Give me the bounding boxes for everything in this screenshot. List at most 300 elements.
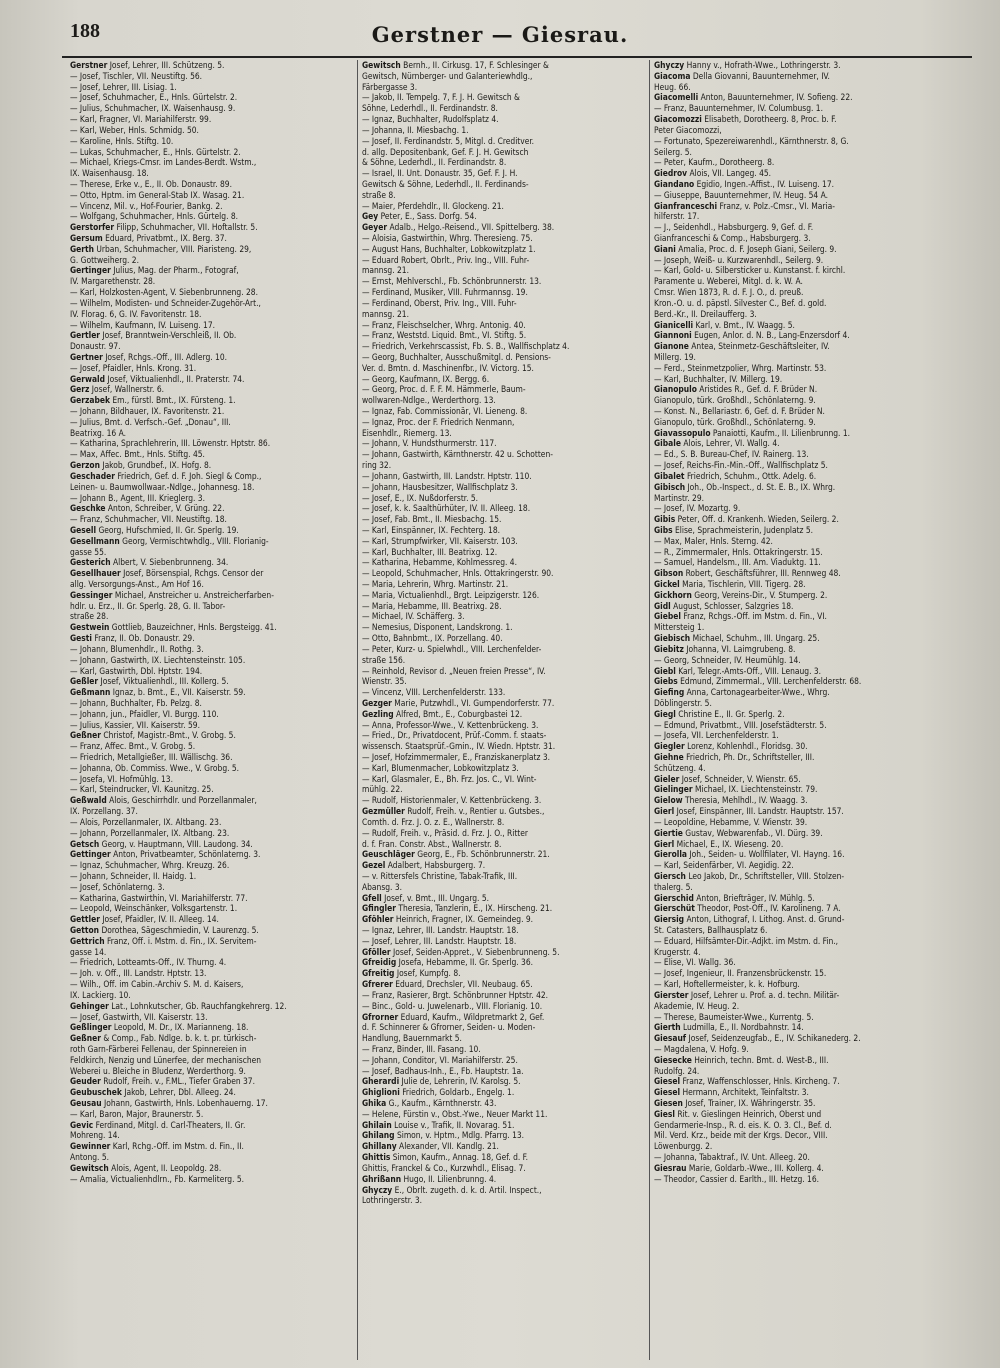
directory-entry-line: Gianfranceschi Franz, v. Polz.-Cmsr., VI. Maria-	[654, 200, 835, 211]
directory-entry-line: — Franz, Schuhmacher, VII. Neustiftg. 18.	[70, 514, 227, 525]
directory-entry-line: mannsg. 21.	[362, 265, 409, 276]
directory-entry-line: Mohreng. 14.	[70, 1130, 120, 1141]
directory-entry-line: Gieler Josef, Schneider, V. Wienstr. 65.	[654, 773, 801, 784]
directory-entry-line: Gföller Josef, Seiden-Appret., V. Siebenbrunneng. 5.	[362, 946, 560, 957]
directory-entry-line: Gesti Franz, II. Ob. Donaustr. 29.	[70, 633, 195, 644]
directory-entry-line: & Söhne, Lederhdl., II. Ferdinandstr. 8.	[362, 157, 507, 168]
directory-entry-line: Heug. 66.	[654, 81, 691, 92]
directory-entry-line: Giegler Lorenz, Kohlenhdl., Floridsg. 30.	[654, 741, 808, 752]
directory-entry-line: — Maria, Lehrerin, Whrg. Martinstr. 21.	[362, 579, 509, 589]
directory-entry-line: Seilerg. 5.	[654, 146, 692, 157]
directory-entry-line: Giebitz Johanna, VI. Laimgrubeng. 8.	[654, 643, 796, 654]
directory-entry-line: Giesauf Josef, Seidenzeugfab., E., IV. Schikanederg. 2.	[654, 1033, 861, 1044]
directory-entry-line: Giehne Friedrich, Ph. Dr., Schriftsteller, III.	[654, 752, 815, 762]
directory-entry-line: — Otto, Bahnbmt., IX. Porzellang. 40.	[362, 633, 503, 644]
directory-entry-line: — Ignaz, Proc. der F. Friedrich Nenmann,	[362, 416, 515, 427]
directory-entry-line: — Josef, Lehrer, III. Lisiag. 1.	[70, 81, 177, 92]
directory-entry-line: Geusau Johann, Gastwirth, Hnls. Lobenhauerng. 17.	[70, 1098, 268, 1108]
directory-entry-line: hdlr. u. Erz., II. Gr. Sperlg. 28, G. II. Tabor-	[70, 600, 226, 611]
directory-entry-line: Giesrau Marie, Goldarb.-Wwe., III. Kollerg. 4.	[654, 1162, 824, 1173]
directory-entry-line: wollwaren-Ndlge., Werderthorg. 13.	[362, 395, 496, 406]
directory-entry-line: — Johanna, Tabaktraf., IV. Unt. Alleeg. 20.	[654, 1152, 810, 1163]
directory-entry-line: — Wilhelm, Kaufmann, IV. Luiseng. 17.	[70, 319, 216, 330]
directory-entry-line: Schützeng. 4.	[654, 762, 706, 773]
directory-entry-line: Peter Giacomozzi,	[654, 124, 722, 135]
directory-entry-line: Giacomelli Anton, Bauunternehmer, IV. Sofieng. 22.	[654, 92, 853, 103]
page-number: 188	[70, 20, 100, 42]
directory-entry-line: — Johann, jun., Pfaidler, VI. Burgg. 110.	[70, 708, 219, 719]
directory-entry-line: — Karl, Hoftellermeister, k. k. Hofburg.	[654, 979, 800, 990]
directory-entry-line: Gersum Eduard, Privatbmt., IX. Berg. 37.	[70, 233, 227, 243]
directory-entry-line: — Karl, Blumenmacher, Lobkowitzplatz 3.	[362, 762, 519, 773]
directory-entry-line: Gibs Elise, Sprachmeisterin, Judenplatz 5.	[654, 524, 814, 535]
directory-entry-line: mannsg. 21.	[362, 308, 409, 319]
directory-entry-line: Giebel Franz, Rchgs.-Off. im Mstm. d. Fin., VI.	[654, 611, 827, 622]
directory-entry-line: — Josef, Ingenieur, II. Franzensbrückenstr. 15.	[654, 968, 827, 979]
directory-entry-line: — Binc., Gold- u. Juwelenarb., VIII. Florianig. 10.	[362, 1000, 543, 1011]
directory-entry-line: — Karoline, Hnls. Stiftg. 10.	[70, 135, 174, 146]
directory-entry-line: — Franz, Weststd. Liquid. Bmt., VI. Stiftg. 5.	[362, 330, 527, 341]
directory-entry-line: wissensch. Staatsprüf.-Gmin., IV. Wiedn. Hptstr. 31.	[362, 741, 556, 752]
directory-entry-line: — Therese, Baumeister-Wwe., Kurrentg. 5.	[654, 1011, 814, 1022]
directory-entry-line: — Julius, Kassier, VII. Kaiserstr. 59.	[70, 719, 200, 730]
running-head: Gerstner — Giesrau.	[371, 22, 629, 47]
directory-entry-line: — Eduard, Hilfsämter-Dir.-Adjkt. im Mstm. d. Fin.,	[654, 935, 839, 946]
directory-entry-line: — Johann, Buchhalter, Fb. Pelzg. 8.	[70, 697, 202, 708]
directory-entry-line: Gettinger Anton, Privatbeamter, Schönlaterng. 3.	[70, 849, 261, 860]
directory-entry-line: — Karl, Baron, Major, Braunerstr. 5.	[70, 1108, 204, 1119]
directory-entry-line: Gezger Marie, Putzwhdl., VI. Gumpendorferstr. 77.	[362, 697, 555, 708]
directory-entry-line: Gevic Ferdinand, Mitgl. d. Carl-Theaters, II. Gr.	[70, 1119, 246, 1130]
directory-entry-line: — Wolfgang, Schuhmacher, Hnls. Gürtelg. 8.	[70, 211, 239, 222]
directory-entry-line: — Johann B., Agent, III. Krieglerg. 3.	[70, 492, 205, 503]
directory-entry-line: — Ignaz, Lehrer, III. Landstr. Hauptstr. 18.	[362, 925, 519, 935]
directory-entry-line: — Rudolf, Freih. v., Präsid. d. Frz. J. O., Ritter	[362, 827, 528, 838]
directory-entry-line: Weberei u. Bleiche in Bludenz, Werderthorg. 9.	[70, 1065, 246, 1076]
directory-entry-line: — Georg, Buchhalter, Ausschußmitgl. d. Pensions-	[362, 351, 551, 362]
directory-entry-line: Comth. d. Frz. J. O. z. E., Wallnerstr. 8.	[362, 816, 505, 827]
directory-entry-line: straße 8.	[362, 189, 396, 200]
directory-entry-line: — Josef, Lehrer, III. Landstr. Hauptstr. 18.	[362, 935, 517, 946]
directory-entry-line: — Leopold, Weinschänker, Volksgartenstr. 1.	[70, 903, 238, 914]
directory-entry-line: — Karl, Fragner, VI. Mariahilferstr. 99.	[70, 114, 212, 125]
directory-entry-line: — Josef, Reichs-Fin.-Min.-Off., Wallfischplatz 5.	[654, 460, 828, 471]
directory-entry-line: Gianopulo, türk. Großhdl., Schönlaterng. 9.	[654, 395, 816, 406]
directory-entry-line: Gickhorn Georg, Vereins-Dir., V. Stumperg. 2.	[654, 589, 828, 600]
directory-columns	[66, 60, 942, 1360]
directory-entry-line: — Theodor, Cassier d. Earlth., III. Hetzg. 16.	[654, 1173, 820, 1184]
directory-entry-line: IX. Lackierg. 10.	[70, 989, 131, 1000]
directory-entry-line: — Friedrich, Verkehrscassist, Fb. S. B., Wallfischplatz 4.	[362, 341, 570, 352]
directory-entry-line: — Karl, Gastwirth, Dbl. Hptstr. 194.	[70, 665, 203, 676]
directory-entry-line: Cmsr. Wien 1873, R. d. F. J. O., d. preuß.	[654, 287, 804, 298]
directory-entry-line: IV. Florag. 6, G. IV. Favoritenstr. 18.	[70, 308, 202, 319]
directory-entry-line: — Alois, Porzellanmaler, IX. Altbang. 23.	[70, 816, 222, 827]
directory-entry-line: — Josef, k. k. Saalthürhüter, IV. II. Alleeg. 18.	[362, 503, 531, 514]
directory-entry-line: — Anna, Professor-Wwe., V. Kettenbrückeng. 3.	[362, 719, 539, 730]
directory-entry-line: Gewinner Karl, Rchg.-Off. im Mstm. d. Fin., II.	[70, 1141, 244, 1152]
directory-entry-line: — Johann, Bildhauer, IX. Favoritenstr. 21.	[70, 406, 225, 416]
directory-entry-line: Gfreidig Josefa, Hebamme, II. Gr. Sperlg. 36.	[362, 957, 534, 968]
column-1	[66, 60, 358, 1360]
directory-entry-line: Giani Amalia, Proc. d. F. Joseph Giani, Seilerg. 9.	[654, 243, 837, 254]
directory-entry-line: Ghillany Alexander, VII. Kandlg. 21.	[362, 1141, 499, 1152]
directory-entry-line: Geßlinger Leopold, M. Dr., IX. Marianneng. 18.	[70, 1022, 249, 1033]
directory-entry-line: gasse 55.	[70, 546, 107, 557]
directory-entry-line: Ghittis, Franckel & Co., Kurzwhdl., Elisag. 7.	[362, 1162, 526, 1173]
directory-entry-line: — Josef, E., IX. Nußdorferstr. 5.	[362, 492, 479, 503]
directory-entry-line: — August Hans, Buchhalter, Lobkowitzplatz 1.	[362, 243, 536, 254]
directory-entry-line: — Amalia, Victualienhdlrn., Fb. Karmeliterg. 5.	[70, 1173, 245, 1184]
directory-entry-line: — Johann, Conditor, VI. Mariahilferstr. 25.	[362, 1054, 518, 1065]
directory-entry-line: Beatrixg. 16 A.	[70, 427, 126, 438]
directory-entry-line: — Karl, Glasmaler, E., Bh. Frz. Jos. C., VI. Wint-	[362, 773, 537, 784]
directory-entry-line: — Israel, II. Unt. Donaustr. 35, Gef. F. J. H.	[362, 168, 518, 179]
directory-entry-line: Giesel Franz, Waffenschlosser, Hnls. Kircheng. 7.	[654, 1076, 840, 1087]
directory-entry-line: Gettler Josef, Pfaidler, IV. II. Alleeg. 14.	[70, 914, 219, 925]
directory-entry-line: Paramente u. Weberei, Mitgl. d. k. W. A.	[654, 276, 803, 287]
directory-entry-line: Giersch Leo Jakob, Dr., Schriftsteller, VIII. Stolzen-	[654, 870, 845, 881]
directory-entry-line: — Peter, Kurz- u. Spielwhdl., VIII. Lerchenfelder-	[362, 643, 542, 654]
directory-entry-line: Giesen Josef, Trainer, IX. Währingerstr. 35.	[654, 1098, 816, 1108]
directory-entry-line: — Ignaz, Schuhmacher, Whrg. Kreuzg. 26.	[70, 860, 230, 871]
directory-entry-line: Giesecke Heinrich, techn. Bmt. d. West-B., III.	[654, 1054, 829, 1065]
directory-entry-line: — Karl, Buchhalter, III. Beatrixg. 12.	[362, 546, 498, 557]
directory-entry-line: Ghittis Simon, Kaufm., Annag. 18, Gef. d. F.	[362, 1152, 529, 1163]
directory-entry-line: Giersig Anton, Lithograf, I. Lithog. Anst. d. Grund-	[654, 914, 845, 925]
directory-entry-line: Gfell Josef, v. Bmt., III. Ungarg. 5.	[362, 892, 490, 903]
directory-entry-line: — Joh. v. Off., III. Landstr. Hptstr. 13.	[70, 968, 207, 979]
directory-entry-line: Gesell Georg, Hufschmied, II. Gr. Sperlg. 19.	[70, 524, 239, 535]
directory-entry-line: Kron.-O. u. d. päpstl. Silvester C., Bef. d. gold.	[654, 297, 827, 308]
directory-entry-line: — Karl, Seidenfärber, VI. Aegidig. 22.	[654, 860, 794, 871]
directory-entry-line: Gidl August, Schlosser, Salzgries 18.	[654, 600, 794, 611]
directory-entry-line: — Max, Affec. Bmt., Hnls. Stiftg. 45.	[70, 449, 205, 460]
directory-entry-line: Gierl Josef, Einspänner, III. Landstr. Hauptstr. 157.	[654, 806, 844, 817]
directory-entry-line: Eisenhdlr., Riemerg. 13.	[362, 427, 452, 438]
directory-entry-line: d. f. Fran. Constr. Abst., Wallnerstr. 8.	[362, 838, 502, 849]
directory-entry-line: allg. Versorgungs-Anst., Am Hof 16.	[70, 579, 204, 589]
directory-entry-line: Gierolla Joh., Seiden- u. Wollfilater, VI. Hayng. 16.	[654, 849, 845, 860]
directory-entry-line: — Josef, Hofzimmermaler, E., Franziskanerplatz 3.	[362, 752, 551, 762]
directory-entry-line: — Josef, Badhaus-Inh., E., Fb. Hauptstr. 1a.	[362, 1065, 524, 1076]
directory-entry-line: Gendarmerie-Insp., R. d. eis. K. O. 3. Cl., Bef. d.	[654, 1119, 832, 1130]
directory-entry-line: Gezel Adalbert, Habsburgerg. 7.	[362, 860, 486, 871]
directory-entry-line: straße 156.	[362, 654, 406, 665]
directory-entry-line: — Franz, Fleischselcher, Whrg. Antonig. 40.	[362, 319, 526, 330]
directory-entry-line: Giacomozzi Elisabeth, Dorotheerg. 8, Proc. b. F.	[654, 114, 837, 125]
directory-entry-line: Gerwald Josef, Viktualienhdl., II. Praterstr. 74.	[70, 373, 245, 384]
column-3	[650, 60, 942, 1360]
directory-entry-line: Gickel Maria, Tischlerin, VIII. Tigerg. 28.	[654, 579, 806, 589]
directory-entry-line: Feldkirch, Nenzig und Lünerfee, der mechanischen	[70, 1054, 262, 1065]
directory-entry-line: — Joseph, Weiß- u. Kurzwarenhdl., Seilerg. 9.	[654, 254, 824, 265]
directory-entry-line: Gibale Alois, Lehrer, VI. Wallg. 4.	[654, 438, 780, 449]
directory-entry-line: Giebisch Michael, Schuhm., III. Ungarg. 25.	[654, 633, 820, 644]
directory-entry-line: Gesellhauer Josef, Börsenspial, Rchgs. Censor der	[70, 568, 264, 579]
directory-entry-line: Ghika G., Kaufm., Kärnthnerstr. 43.	[362, 1098, 497, 1108]
directory-entry-line: — Franz, Binder, III. Fasang. 10.	[362, 1043, 481, 1054]
directory-entry-line: — Vincenz, Mil. v., Hof-Fourier, Bankg. 2.	[70, 200, 223, 211]
directory-entry-line: Donaustr. 97.	[70, 341, 121, 352]
directory-entry-line: — Leopoldine, Hebamme, V. Wienstr. 39.	[654, 816, 808, 827]
directory-entry-line: Gfrerer Eduard, Drechsler, VII. Neubaug. 65.	[362, 979, 533, 990]
directory-entry-line: Rudolfg. 24.	[654, 1065, 700, 1076]
directory-entry-line: Giertie Gustav, Webwarenfab., VI. Dürg. 39.	[654, 827, 823, 838]
directory-entry-line: Gfingler Theresia, Tanzlerin, E., IX. Hirscheng. 21.	[362, 903, 553, 914]
directory-entry-line: Gföhler Heinrich, Fragner, IX. Gemeindeg. 9.	[362, 914, 534, 925]
directory-entry-line: roth Garn-Färberei Fellenau, der Spinnereien in	[70, 1043, 247, 1054]
directory-entry-line: — Elise, VI. Wallg. 36.	[654, 957, 736, 968]
directory-entry-line: Leinen- u. Baumwollwaar.-Ndlge., Johannesg. 18.	[70, 481, 255, 492]
directory-entry-line: Gerzabek Em., fürstl. Bmt., IX. Fürsteng. 1.	[70, 395, 236, 406]
directory-entry-line: — Katharina, Gastwirthin, VI. Mariahilferstr. 77.	[70, 892, 248, 903]
directory-entry-line: Gibisch Joh., Ob.-Inspect., d. St. E. B., IX. Whrg.	[654, 481, 836, 492]
directory-entry-line: Gianone Antea, Steinmetz-Geschäftsleiter, IV.	[654, 341, 830, 352]
directory-entry-line: — Friedrich, Metallgießer, III. Wällischg. 36.	[70, 752, 233, 762]
directory-entry-line: — Johann, Gastwirth, III. Landstr. Hptstr. 110.	[362, 470, 532, 481]
directory-entry-line: mühlg. 22.	[362, 784, 403, 795]
directory-entry-line: — Leopold, Schuhmacher, Hnls. Ottakringerstr. 90.	[362, 568, 554, 579]
directory-entry-line: Gibalet Friedrich, Schuhm., Ottk. Adelg. 6.	[654, 470, 817, 481]
page-header	[0, 0, 1000, 58]
directory-entry-line: Gerz Josef, Wallnerstr. 6.	[70, 384, 165, 395]
directory-entry-line: — Julius, Bmt. d. Verfsch.-Gef. „Donau“, III.	[70, 416, 231, 427]
directory-entry-line: — Rudolf, Historienmaler, V. Kettenbrückeng. 3.	[362, 795, 542, 806]
directory-entry-line: — Josef, Gastwirth, VII. Kaiserstr. 13.	[70, 1011, 208, 1022]
directory-entry-line: — Wilhelm, Modisten- und Schneider-Zugehör-Art.,	[70, 297, 261, 308]
directory-entry-line: — Lukas, Schuhmacher, E., Hnls. Gürtelstr. 2.	[70, 146, 241, 157]
directory-entry-line: straße 28.	[70, 611, 109, 622]
directory-entry-line: Gierl Michael, E., IX. Wieseng. 20.	[654, 838, 784, 849]
directory-entry-line: — Max, Maler, Hnls. Sterng. 42.	[654, 535, 773, 546]
directory-entry-line: Geßwald Alois, Geschirrhdlr. und Porzellanmaler,	[70, 795, 257, 806]
directory-entry-line: d. F. Schinnerer & Gfrorner, Seiden- u. Moden-	[362, 1022, 536, 1033]
directory-entry-line: Giegl Christine E., II. Gr. Sperlg. 2.	[654, 708, 785, 719]
directory-entry-line: Getton Dorothea, Sägeschmiedin, V. Laurenzg. 5.	[70, 925, 259, 935]
directory-entry-line: Ghiglioni Friedrich, Goldarb., Engelg. 1.	[362, 1087, 515, 1098]
directory-entry-line: — Johann, Gastwirth, Kärnthnerstr. 42 u. Schotten-	[362, 449, 553, 460]
directory-entry-line: Gesellmann Georg, Vermischtwhdlg., VIII. Florianig-	[70, 535, 269, 546]
directory-entry-line: — Johann, Blumenhdlr., II. Rothg. 3.	[70, 643, 204, 654]
directory-entry-line: Geyer Adalb., Helgo.-Reisend., VII. Spittelberg. 38.	[362, 222, 555, 233]
directory-entry-line: — Ignaz, Fab. Commissionär, VI. Lieneng. 8.	[362, 406, 528, 416]
header-rule	[62, 56, 972, 58]
directory-entry-line: Berd.-Kr., II. Dreilaufferg. 3.	[654, 308, 757, 319]
directory-entry-line: — Eduard Robert, Obrlt., Priv. Ing., VIII. Fuhr-	[362, 254, 530, 265]
directory-entry-line: — Karl, Buchhalter, IV. Millerg. 19.	[654, 373, 783, 384]
directory-entry-line: Gianopulo Aristides R., Gef. d. F. Brüder N.	[654, 384, 818, 395]
directory-entry-line: — Karl, Strumpfwirker, VII. Kaiserstr. 103.	[362, 535, 518, 546]
directory-entry-line: — Josef, Pfaidler, Hnls. Krong. 31.	[70, 362, 197, 373]
directory-entry-line: Gezling Alfred, Bmt., E., Coburgbastei 12.	[362, 708, 523, 719]
directory-entry-line: Färbergasse 3.	[362, 81, 418, 92]
directory-entry-line: Löwenburgg. 2.	[654, 1141, 713, 1152]
directory-entry-line: — Fried., Dr., Privatdocent, Prüf.-Comm. f. staats-	[362, 730, 547, 741]
directory-entry-line: Döblingerstr. 5.	[654, 697, 712, 708]
directory-entry-line: St. Catasters, Ballhausplatz 6.	[654, 925, 768, 935]
directory-entry-line: Gherardi Julie de, Lehrerin, IV. Karolsg. 5.	[362, 1076, 521, 1087]
directory-entry-line: — Jakob, II. Tempelg. 7, F. J. H. Gewitsch &	[362, 92, 520, 103]
directory-entry-line: Geschke Anton, Schreiber, V. Grüng. 22.	[70, 503, 225, 514]
directory-entry-line: Gertinger Julius, Mag. der Pharm., Fotograf,	[70, 265, 239, 276]
directory-entry-line: Gibson Robert, Geschäftsführer, III. Rennweg 48.	[654, 568, 841, 579]
directory-entry-line: IX. Porzellang. 37.	[70, 806, 138, 817]
directory-entry-line: — Josef, Schuhmacher, E., Hnls. Gürtelstr. 2.	[70, 92, 238, 103]
directory-entry-line: Gielinger Michael, IX. Liechtensteinstr. 79.	[654, 784, 818, 795]
directory-entry-line: — Franz, Rasierer, Brgt. Schönbrunner Hptstr. 42.	[362, 989, 549, 1000]
directory-entry-line: IX. Waisenhausg. 18.	[70, 168, 149, 179]
directory-entry-line: Martinstr. 29.	[654, 492, 705, 503]
directory-entry-line: — Samuel, Handelsm., III. Am. Viaduktg. 11.	[654, 557, 821, 568]
directory-entry-line: Giesl Rit. v. Gieslingen Heinrich, Oberst und	[654, 1108, 822, 1119]
directory-entry-line: Gestwein Gottlieb, Bauzeichner, Hnls. Bergsteigg. 41.	[70, 622, 277, 633]
directory-entry-line: Geßner Christof, Magistr.-Bmt., V. Grobg. 5.	[70, 730, 236, 741]
directory-entry-line: Geuschläger Georg, E., Fb. Schönbrunnerstr. 21.	[362, 849, 550, 860]
directory-entry-line: — Magdalena, V. Hofg. 9.	[654, 1043, 749, 1054]
directory-entry-line: Krugerstr. 4.	[654, 946, 701, 957]
directory-entry-line: — Josef, Tischler, VII. Neustiftg. 56.	[70, 70, 203, 81]
directory-entry-line: — Nemesius, Disponent, Landskrong. 1.	[362, 622, 513, 633]
directory-entry-line: — Franz, Affec. Bmt., V. Grobg. 5.	[70, 741, 196, 752]
directory-entry-line: — Josef, Schönlaterng. 3.	[70, 881, 165, 892]
directory-entry-line: — Georg, Schneider, IV. Heumühlg. 14.	[654, 654, 801, 665]
directory-entry-line: Lothringerstr. 3.	[362, 1195, 423, 1206]
directory-entry-line: — Johann, Hausbesitzer, Wallfischplatz 3.	[362, 481, 518, 492]
directory-entry-line: Millerg. 19.	[654, 351, 696, 362]
directory-entry-line: Giesel Hermann, Architekt, Teinfaltstr. 3.	[654, 1087, 809, 1098]
directory-entry-line: Geßmann Ignaz, b. Bmt., E., VII. Kaiserstr. 59.	[70, 687, 246, 698]
directory-entry-line: Giedrov Alois, VII. Langeg. 45.	[654, 168, 772, 179]
directory-entry-line: — Otto, Hptm. im General-Stab IX. Wasag. 21.	[70, 189, 245, 200]
directory-entry-line: Geubuschek Jakob, Lehrer, Dbl. Alleeg. 24.	[70, 1087, 236, 1098]
directory-entry-line: Gewitsch Alois, Agent, II. Leopoldg. 28.	[70, 1162, 222, 1173]
directory-entry-line: — Franz, Bauunternehmer, IV. Columbusg. 1.	[654, 103, 823, 114]
directory-entry-line: — Michael, IV. Schäfferg. 3.	[362, 611, 465, 622]
directory-entry-line: Gewitsch Bernh., II. Cirkusg. 17, F. Schlesinger &	[362, 60, 549, 70]
directory-entry-line: — Johann, V. Hundsthurmerstr. 117.	[362, 438, 497, 449]
directory-entry-line: d. allg. Depositenbank, Gef. F. J. H. Gewitsch	[362, 146, 529, 157]
directory-entry-line: — Ferdinand, Oberst, Priv. Ing., VIII. Fuhr-	[362, 297, 517, 308]
directory-entry-line: IV. Margarethenstr. 28.	[70, 276, 156, 287]
directory-entry-line: Ghyczy Hanny v., Hofrath-Wwe., Lothringerstr. 3.	[654, 60, 841, 70]
directory-entry-line: Giebs Edmund, Zimmermal., VIII. Lerchenfelderstr. 68.	[654, 676, 862, 687]
directory-entry-line: Gfreitig Josef, Kumpfg. 8.	[362, 968, 461, 979]
directory-entry-line: — Vincenz, VIII. Lerchenfelderstr. 133.	[362, 687, 506, 698]
directory-entry-line: Akademie, IV. Heug. 2.	[654, 1000, 740, 1011]
directory-entry-line: — Josef, II. Ferdinandstr. 5, Mitgl. d. Creditver.	[362, 135, 535, 146]
directory-entry-line: thalerg. 5.	[654, 881, 693, 892]
directory-entry-line: Gessinger Michael, Anstreicher u. Anstreicherfarben-	[70, 589, 274, 600]
directory-entry-line: Giavassopulo Panaiotti, Kaufm., II. Lilienbrunng. 1.	[654, 427, 851, 438]
directory-entry-line: Abansg. 3.	[362, 881, 403, 892]
directory-entry-line: Gerth Urban, Schuhmacher, VIII. Piaristeng. 29,	[70, 243, 252, 254]
directory-entry-line: Gertler Josef, Branntwein-Verschleiß, II. Ob.	[70, 330, 237, 341]
directory-entry-line: — Maier, Pferdehdlr., II. Glockeng. 21.	[362, 200, 504, 211]
directory-entry-line: — Peter, Kaufm., Dorotheerg. 8.	[654, 157, 775, 168]
directory-entry-line: Gewitsch, Nürnberger- und Galanteriewhdlg.,	[362, 70, 533, 81]
directory-entry-line: Gielow Theresia, Mehlhdl., IV. Waagg. 3.	[654, 795, 808, 806]
directory-entry-line: — Ignaz, Buchhalter, Rudolfsplatz 4.	[362, 114, 499, 125]
directory-entry-line: G. Gottweiherg. 2.	[70, 254, 139, 265]
directory-entry-line: Gierster Josef, Lehrer u. Prof. a. d. techn. Militär-	[654, 989, 840, 1000]
directory-entry-line: Ver. d. Bmtn. d. Maschinenfbr., IV. Victorg. 15.	[362, 362, 534, 373]
directory-entry-line: Handlung, Bauernmarkt 5.	[362, 1033, 462, 1044]
directory-entry-line: gasse 14.	[70, 946, 107, 957]
directory-entry-line: — Johanna, II. Miesbachg. 1.	[362, 124, 469, 135]
directory-entry-line: — Georg, Kaufmann, IX. Bergg. 6.	[362, 373, 490, 384]
directory-entry-line: Gianopulo, türk. Großhdl., Schönlaterng. 9.	[654, 416, 816, 427]
directory-entry-line: — Konst. N., Bellariastr. 6, Gef. d. F. Brüder N.	[654, 406, 825, 416]
directory-entry-line: Gianicelli Karl, v. Bmt., IV. Waagg. 5.	[654, 319, 795, 330]
directory-entry-line: — Maria, Hebamme, III. Beatrixg. 28.	[362, 600, 502, 611]
directory-entry-line: — Ernst, Mehlverschl., Fb. Schönbrunnerstr. 13.	[362, 276, 542, 287]
directory-entry-line: Gierschüt Theodor, Post-Off., IV. Karolineng. 7 A.	[654, 903, 841, 914]
directory-entry-line: Gianfranceschi & Comp., Habsburgerg. 3.	[654, 233, 811, 243]
directory-entry-line: Geuder Rudolf, Freih. v., F.ML., Tiefer Graben 37.	[70, 1076, 255, 1087]
directory-entry-line: — Wilh., Off. im Cabin.-Archiv S. M. d. Kaisers,	[70, 979, 244, 990]
directory-entry-line: Gezmüller Rudolf, Freih. v., Rentier u. Gutsbes.,	[362, 806, 545, 817]
directory-entry-line: — Katharina, Sprachlehrerin, III. Löwenstr. Hptstr. 86.	[70, 438, 271, 449]
directory-entry-line: Gierth Ludmilla, E., II. Nordbahnstr. 14.	[654, 1022, 804, 1033]
directory-entry-line: Getsch Georg, v. Hauptmann, VIII. Laudong. 34.	[70, 838, 253, 849]
directory-entry-line: — Aloisia, Gastwirthin, Whrg. Theresieng. 75.	[362, 233, 533, 243]
directory-entry-line: — Karl, Steindrucker, VI. Kaunitzg. 25.	[70, 784, 214, 795]
directory-entry-line: — R., Zimmermaler, Hnls. Ottakringerstr. 15.	[654, 546, 823, 557]
directory-entry-line: — Fortunato, Spezereiwarenhdl., Kärnthnerstr. 8, G.	[654, 135, 849, 146]
directory-entry-line: — Katharina, Hebamme, Kohlmessreg. 4.	[362, 557, 517, 568]
directory-entry-line: Gibis Peter, Off. d. Krankenh. Wieden, Seilerg. 2.	[654, 514, 839, 525]
directory-entry-line: — Johann, Porzellanmaler, IX. Altbang. 23.	[70, 827, 230, 838]
directory-entry-line: — Therese, Erke v., E., II. Ob. Donaustr. 89.	[70, 178, 232, 189]
directory-entry-line: — Josef, IV. Mozartg. 9.	[654, 503, 741, 514]
directory-entry-line: — Ferd., Steinmetzpolier, Whrg. Martinstr. 53.	[654, 362, 827, 373]
directory-entry-line: — Karl, Einspänner, IX. Fechterg. 18.	[362, 524, 501, 535]
directory-entry-line: — Karl, Gold- u. Silbersticker u. Kunstanst. f. kirchl.	[654, 265, 846, 276]
directory-entry-line: — J., Seidenhdl., Habsburgerg. 9, Gef. d. F.	[654, 222, 814, 233]
directory-entry-line: — Helene, Fürstin v., Obst.-Ywe., Neuer Markt 11.	[362, 1108, 548, 1119]
directory-entry-line: Gerzon Jakob, Grundbef., IX. Hofg. 8.	[70, 460, 212, 471]
directory-entry-line: Giandano Egidio, Ingen.-Affist., IV. Luiseng. 17.	[654, 178, 835, 189]
directory-entry-line: Giannoni Eugen, Anlor. d. N. B., Lang-Enzersdorf 4.	[654, 330, 850, 341]
directory-entry-line: Gerstorfer Filipp, Schuhmacher, VII. Hoftallstr. 5.	[70, 222, 258, 233]
directory-entry-line: Gertner Josef, Rchgs.-Off., III. Adlerg. 10.	[70, 351, 227, 362]
directory-entry-line: — Karl, Weber, Hnls. Schmidg. 50.	[70, 124, 199, 135]
directory-entry-line: Gfrorner Eduard, Kaufm., Wildpretmarkt 2, Gef.	[362, 1011, 545, 1022]
directory-entry-line: Mittersteig 1.	[654, 622, 705, 633]
directory-entry-line: Ghyczy E., Obrlt. zugeth. d. k. d. Artil. Inspect.,	[362, 1184, 542, 1195]
directory-entry-line: Gerstner Josef, Lehrer, III. Schützeng. 5.	[70, 60, 225, 70]
directory-entry-line: Antong. 5.	[70, 1152, 110, 1163]
directory-entry-line: — Johann, Schneider, II. Haidg. 1.	[70, 870, 197, 881]
directory-entry-line: — Edmund, Privatbmt., VIII. Josefstädterstr. 5.	[654, 719, 827, 730]
directory-entry-line: — Josefa, VII. Lerchenfelderstr. 1.	[654, 730, 779, 741]
directory-entry-line: Gettrich Franz, Off. i. Mstm. d. Fin., IX. Servitem-	[70, 935, 257, 946]
directory-entry-line: — Karl, Holzkosten-Agent, V. Siebenbrunneng. 28.	[70, 287, 258, 298]
directory-entry-line: hilferstr. 17.	[654, 211, 700, 222]
directory-entry-line: Gesterich Albert, V. Siebenbrunneng. 34.	[70, 557, 229, 568]
directory-entry-line: Ghrißann Hugo, II. Lilienbrunng. 4.	[362, 1173, 497, 1184]
directory-entry-line: Ghilain Louise v., Trafik, II. Novarag. 51.	[362, 1119, 515, 1130]
directory-entry-line: — Josef, Fab. Bmt., II. Miesbachg. 15.	[362, 514, 502, 525]
directory-entry-line: Gehinger Lat., Lohnkutscher, Gb. Rauchfangkehrerg. 12.	[70, 1000, 287, 1011]
directory-entry-line: Geßner & Comp., Fab. Ndlge. b. k. t. pr. türkisch-	[70, 1033, 257, 1044]
directory-entry-line: — Friedrich, Lotteamts-Off., IV. Thurng. 4.	[70, 957, 227, 968]
directory-entry-line: — v. Rittersfels Christine, Tabak-Trafik, III.	[362, 870, 518, 881]
directory-entry-line: Gierschid Anton, Briefträger, IV. Mühlg. 5.	[654, 892, 815, 903]
directory-entry-line: — Reinhold, Revisor d. „Neuen freien Presse“, IV.	[362, 665, 546, 676]
directory-entry-line: — Michael, Kriegs-Cmsr. im Landes-Berdt. Wstm.,	[70, 157, 257, 168]
